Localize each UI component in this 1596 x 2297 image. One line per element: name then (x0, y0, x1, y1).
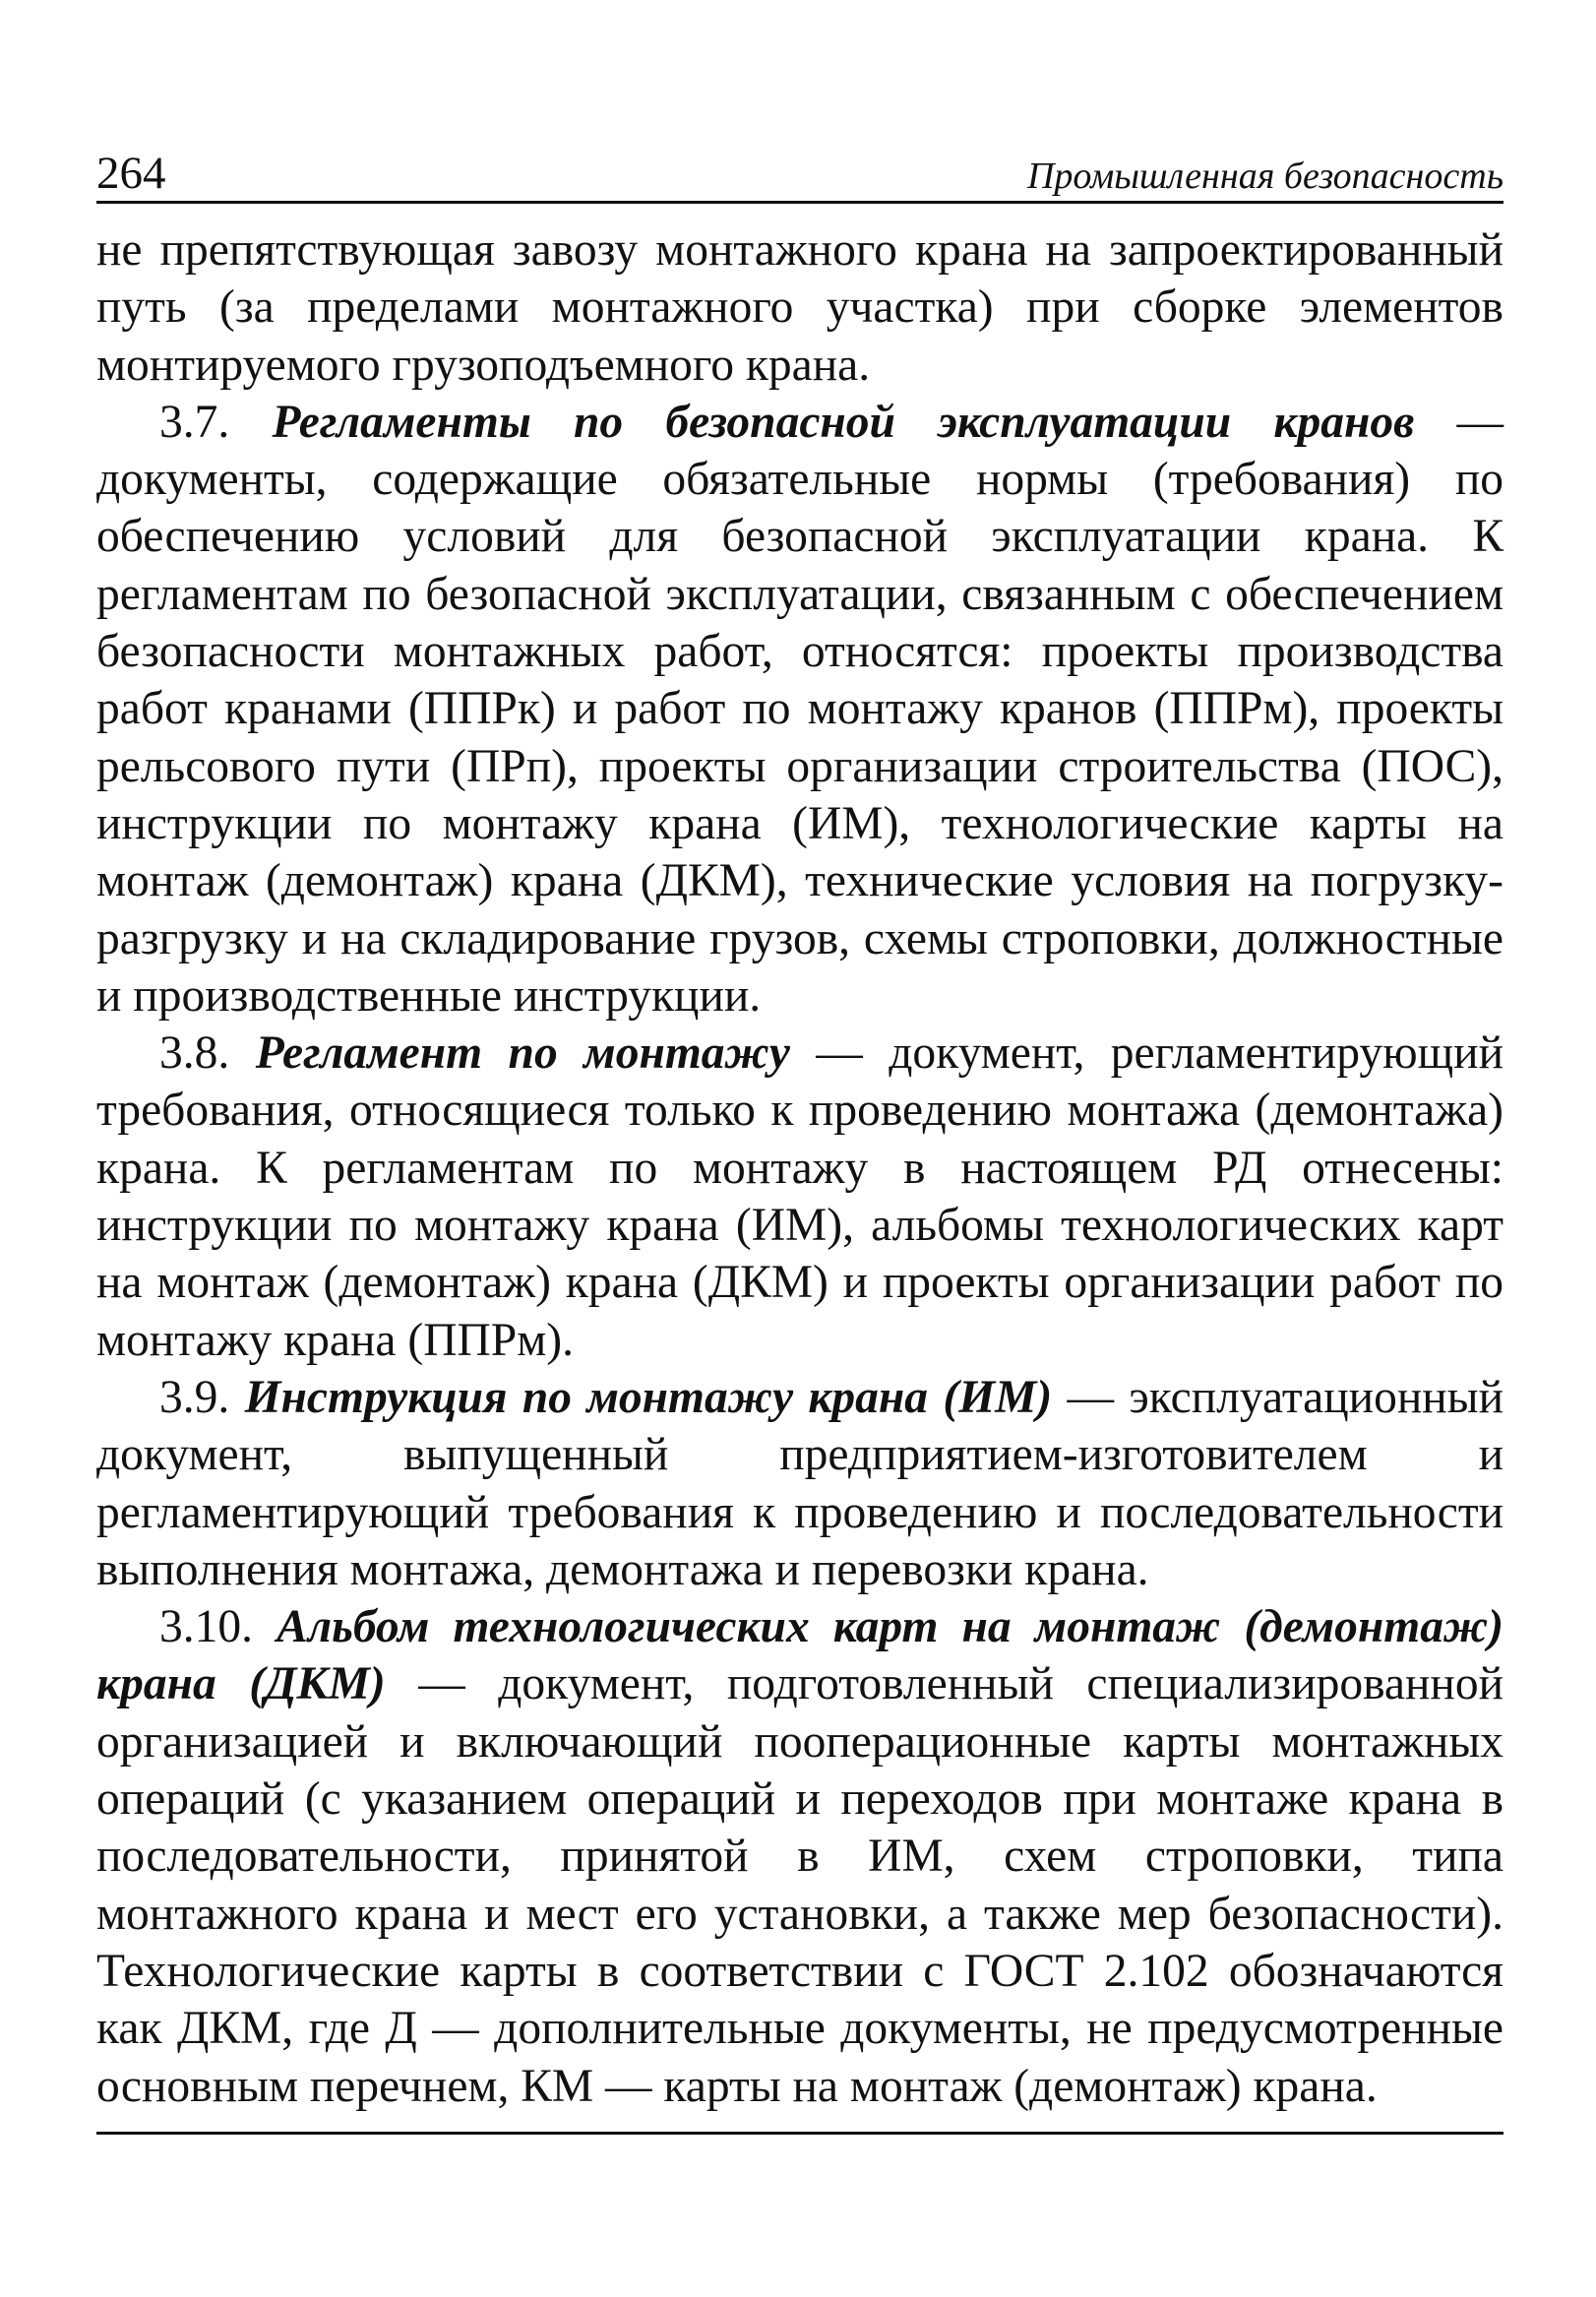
defined-term: Альбом технологических карт на монтаж (демонтаж) крана (ДКМ) (96, 1601, 1504, 1710)
running-head (96, 148, 1504, 204)
paragraph-3-7 (96, 394, 1504, 1024)
defined-term: Регламенты по безопасной эксплуатации кранов (272, 396, 1415, 448)
page-number: 264 (96, 148, 166, 199)
paragraph-3-10 (96, 1598, 1504, 2115)
paragraph-number: 3.8. (159, 1027, 230, 1080)
paragraph-text: не препятствующая завозу монтажного крана на запроектированный путь (за пределами монтажного участка) при сборке элементов монтируемого грузоподъемного крана. (96, 224, 1504, 391)
paragraph-3-8 (96, 1024, 1504, 1369)
paragraph-text: — документы, содержащие обязательные нормы (требования) по обеспечению условий для безопасной эксплуатации крана. К регламентам по безопасной эксплуатации, связанным с обеспечением безопасности монтажных работ, относятся: проекты производства работ кранами (ППРк) и работ по монтажу кранов (ППРм), проекты рельсового пути (ПРп), проекты организации строительства (ПОС), инструкции по монтажу крана (ИМ), технологические карты на монтаж (демонтаж) крана (ДКМ), технические условия на погрузку-разгрузку и на складирование грузов, схемы строповки, должностные и производственные инструкции. (96, 396, 1504, 1022)
body-text (96, 221, 1504, 2115)
paragraph-number: 3.7. (159, 396, 230, 448)
footer-rule (96, 2132, 1504, 2135)
running-title: Промышленная безопасность (1026, 155, 1504, 197)
paragraph-number: 3.10. (159, 1601, 253, 1653)
defined-term: Инструкция по монтажу крана (ИМ) (244, 1371, 1053, 1423)
defined-term: Регламент по монтажу (255, 1027, 790, 1080)
paragraph-text: — эксплуатационный документ, выпущенный предприятием-изготовителем и регламентирующий требования к проведению и последовательности выполнения монтажа, демонтажа и перевозки крана. (96, 1371, 1504, 1595)
paragraph-continuation (96, 221, 1504, 394)
paragraph-number: 3.9. (159, 1371, 230, 1423)
paragraph-text: — документ, регламентирующий требования, относящиеся только к проведению монтажа (демонтажа) крана. К регламентам по монтажу в настоящем РД отнесены: инструкции по монтажу крана (ИМ), альбомы технологических карт на монтаж (демонтаж) крана (ДКМ) и проекты организации работ по монтажу крана (ППРм). (96, 1027, 1504, 1366)
paragraph-text: — документ, подготовленный специализированной организацией и включающий пооперационные карты монтажных операций (с указанием операций и переходов при монтаже крана в последовательности, принятой в ИМ, схем строповки, типа монтажного крана и мест его установки, а также мер безопасности). Технологические карты в соответствии с ГОСТ 2.102 обозначаются как ДКМ, где Д — дополнительные документы, не предусмотренные основным перечнем, КМ — карты на монтаж (демонтаж) крана. (96, 1658, 1504, 2112)
paragraph-3-9 (96, 1369, 1504, 1598)
document-page (96, 148, 1504, 2115)
